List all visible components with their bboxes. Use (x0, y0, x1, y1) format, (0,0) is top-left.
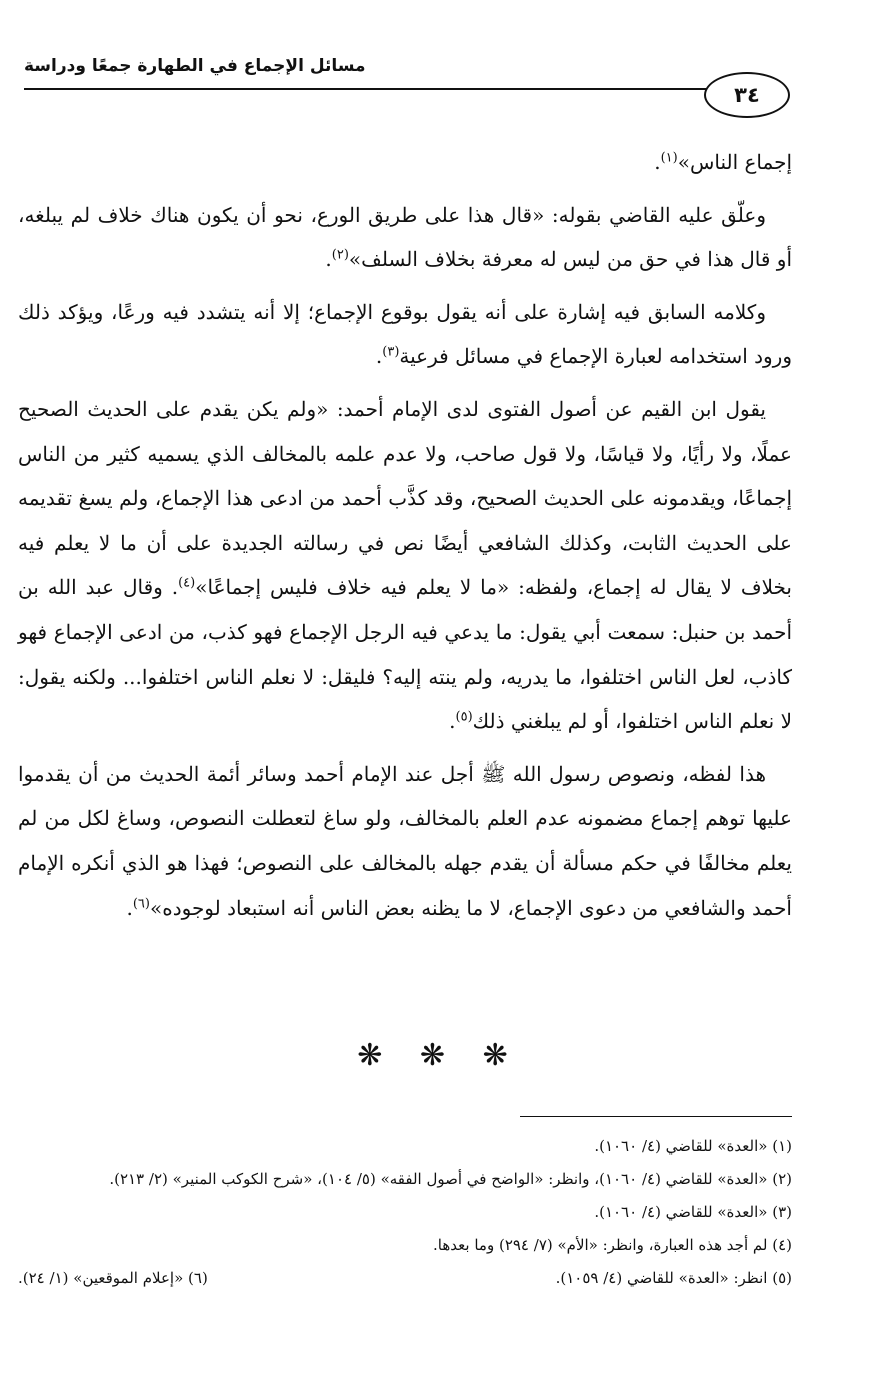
paragraph: إجماع الناس»$^{(١)}$. (654, 150, 792, 174)
footnotes (18, 1130, 792, 1295)
footnote-ref[interactable]: (٢) (331, 247, 349, 263)
footnote: (٣) «العدة» للقاضي (٤/ ١٠٦٠). (594, 1203, 792, 1221)
footnote-ref[interactable]: (٥) (455, 709, 473, 725)
footnote: (٢) «العدة» للقاضي (٤/ ١٠٦٠)، وانظر: «الواضح في أصول الفقه» (٥/ ١٠٤)، «شرح الكوكب المنير» (٢/ ٢١٣). (109, 1170, 792, 1188)
footnote-row (18, 1262, 792, 1295)
footnote-ref[interactable]: (٤) (178, 575, 196, 591)
footnote-ref[interactable]: (١) (660, 150, 678, 166)
footnote: (٥) انظر: «العدة» للقاضي (٤/ ١٠٥٩). (555, 1269, 792, 1287)
header-rule (24, 88, 724, 90)
paragraph: هذا لفظه، ونصوص رسول الله ﷺ أجل عند الإمام أحمد وسائر أئمة الحديث من أن يقدموا عليها توهم إجماع مضمونه عدم العلم بالمخالف، ولو ساغ لتعطلت النصوص، وساغ لكل من لم يعلم مخالفًا في حكم مسألة أن يقدم جهله بالمخالف على النصوص؛ فهذا هو الذي أنكره الإمام أحمد والشافعي من دعوى الإجماع، لا ما يظنه بعض الناس أنه استبعاد لوجوده»$^{(٦)}$. (18, 761, 792, 920)
footnote: (٤) لم أجد هذه العبارة، وانظر: «الأم» (٧/ ٢٩٤) وما بعدها. (433, 1236, 792, 1254)
paragraph: وكلامه السابق فيه إشارة على أنه يقول بوقوع الإجماع؛ إلا أنه يتشدد فيه ورعًا، ويؤكد ذلك ورود استخدامه لعبارة الإجماع في مسائل فرعية$^{(٣)}$. (18, 299, 792, 369)
book-title: مسائل الإجماع في الطهارة جمعًا ودراسة (24, 56, 366, 76)
footnote-ref[interactable]: (٦) (132, 895, 150, 911)
footnote: (٦) «إعلام الموقعين» (١/ ٢٤). (18, 1269, 208, 1287)
main-text (18, 140, 792, 938)
paragraph: وعلّق عليه القاضي بقوله: «قال هذا على طريق الورع، نحو أن يكون هناك خلاف لم يبلغه، أو قال هذا في حق من ليس له معرفة بخلاف السلف»$^{(٢)}$. (18, 202, 792, 272)
footnote-rule (520, 1116, 792, 1117)
paragraph: يقول ابن القيم عن أصول الفتوى لدى الإمام أحمد: «ولم يكن يقدم على الحديث الصحيح عملًا، ولا رأيًا، ولا قياسًا، ولا قول صاحب، ولا عدم علمه بالمخالف الذي يسميه كثير من الناس إجماعًا، ويقدمونه على الحديث الصحيح، وقد كذَّب أحمد من ادعى هذا الإجماع، ولم يسغ تقديمه على الحديث الثابت، وكذلك الشافعي أيضًا نص في رسالته الجديدة على أن ما لا يعلم فيه بخلاف لا يقال له إجماع، ولفظه: «ما لا يعلم فيه خلاف فليس إجماعًا»$^{(٤)}$. وقال عبد الله بن أحمد بن حنبل: سمعت أبي يقول: ما يدعي فيه الرجل الإجماع فهو كذب، من ادعى الإجماع فهو كاذب، لعل الناس اختلفوا، ما يدريه، ولم ينته إليه؟ فليقل: لا نعلم الناس اختلفوا... ولكنه يقول: لا نعلم الناس اختلفوا، أو لم يبلغني ذلك$^{(٥)}$. (18, 396, 792, 734)
section-separator: ❋ ❋ ❋ (357, 1038, 522, 1073)
footnote-ref[interactable]: (٣) (382, 344, 400, 360)
running-header (0, 50, 879, 130)
page-number: ٣٤ (704, 72, 790, 118)
footnote: (١) «العدة» للقاضي (٤/ ١٠٦٠). (594, 1137, 792, 1155)
